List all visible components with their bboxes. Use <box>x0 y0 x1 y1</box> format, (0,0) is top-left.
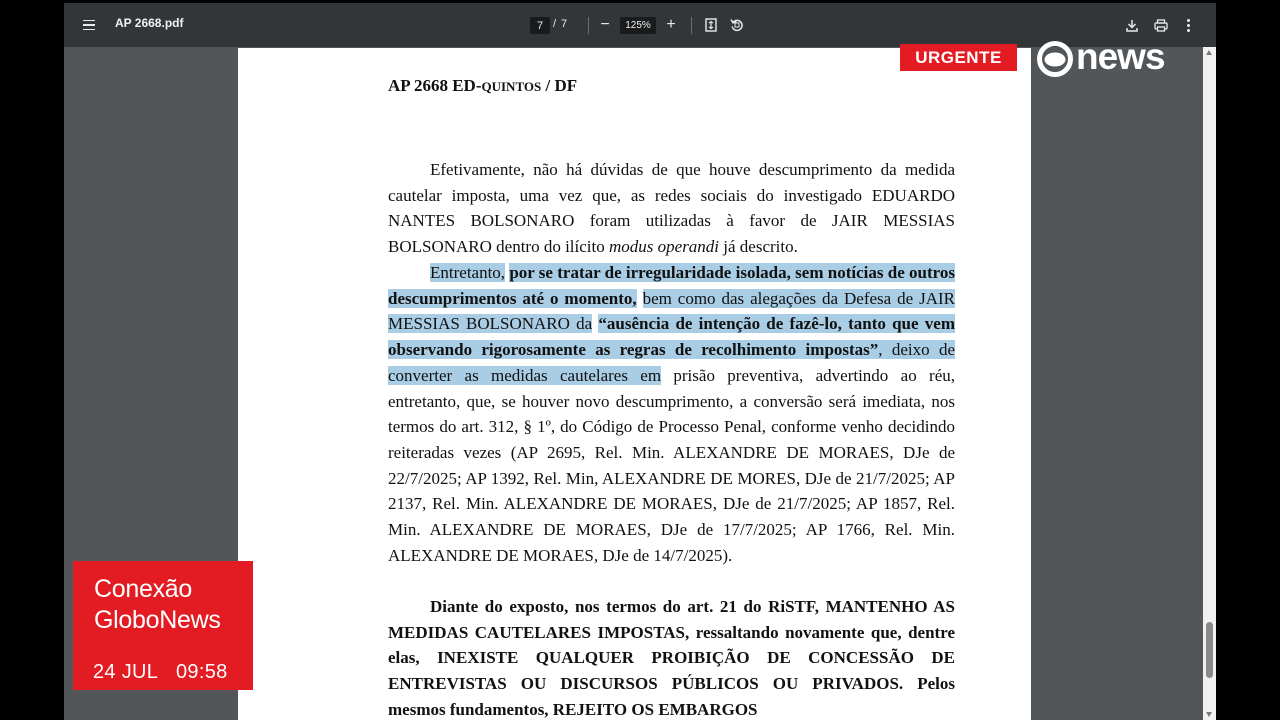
menu-icon[interactable] <box>78 15 100 35</box>
p3-text: Diante do exposto, nos termos do art. 21 do RiSTF, MANTENHO AS MEDIDAS CAUTELARES IMPOSTAS, ressaltando novamente que, dentre elas, INEXISTE QUALQUER PROIBIÇÃO DE CONCESSÃO DE ENTREVISTAS OU DISCURSOS PÚBLICOS OU PRIVADOS. Pelos mesmos fundamentos, REJEITO OS EMBARGOS <box>388 597 955 719</box>
p2-space <box>637 289 643 308</box>
paragraph-1 <box>388 157 955 260</box>
header-prefix: AP 2668 ED- <box>388 76 482 95</box>
toolbar-divider <box>588 17 589 34</box>
print-icon[interactable] <box>1152 16 1170 34</box>
rotate-icon[interactable] <box>728 16 746 34</box>
broadcast-time: 09:58 <box>176 661 228 683</box>
zoom-in-button[interactable]: + <box>666 16 676 33</box>
p2-text: prisão preventiva, advertindo ao réu, entretanto, que, se houver novo descumprimento, a conversão será imediata, nos termos do art. 312, § 1º, do Código de Processo Penal, conforme venho decidindo reiteradas vezes (AP 2695, Rel. Min. ALEXANDRE DE MORAES, DJe de 22/7/2025; AP 1392, Rel. Min, ALEXANDRE DE MORES, DJe de 21/7/2025; AP 2137, Rel. Min. ALEXANDRE DE MORAES, DJe de 21/7/2025; AP 1857, Rel. Min. ALEXANDRE DE MORAES, DJe de 17/7/2025; AP 1766, Rel. Min. ALEXANDRE DE MORAES, DJe de 14/7/2025). <box>388 365 955 565</box>
p1-text-end: já descrito. <box>719 237 798 257</box>
broadcast-date: 24 JUL <box>93 661 159 683</box>
document-header <box>388 76 955 96</box>
pdf-page <box>238 48 1031 720</box>
p1-italic: modus operandi <box>609 237 720 257</box>
header-suffix: / DF <box>541 76 578 95</box>
program-title <box>94 574 221 636</box>
highlighted-text: Entretanto, <box>430 263 506 282</box>
more-options-icon[interactable] <box>1181 16 1195 34</box>
program-tag <box>73 561 253 690</box>
highlighted-bold-text: por se tratar de irregularidade isolada, sem notícias de outros descumprimentos até o momento, <box>388 263 955 308</box>
highlighted-text: bem como das alegações da Defesa de JAIR MESSIAS BOLSONARO da <box>388 288 956 334</box>
scroll-up-arrow-icon[interactable] <box>1206 50 1212 55</box>
zoom-out-button[interactable]: − <box>600 16 610 33</box>
highlighted-text: , deixo de converter as medidas cautelares em <box>388 340 955 385</box>
highlighted-bold-quote: “ausência de intenção de fazê-lo, tanto que vem observando rigorosamente as regras de recolhimento impostas” <box>388 314 955 360</box>
program-title-line1: Conexão <box>94 575 192 603</box>
page-total: 7 <box>561 18 568 30</box>
urgente-badge: URGENTE <box>900 44 1017 71</box>
paragraph-2 <box>388 260 955 568</box>
page-number-input[interactable]: 7 <box>530 17 550 34</box>
paragraph-3 <box>388 594 955 720</box>
toolbar-divider <box>691 17 692 34</box>
globo-sphere-icon <box>1036 40 1074 78</box>
scroll-thumb[interactable] <box>1206 622 1213 678</box>
p1-text: Efetivamente, não há dúvidas de que houve descumprimento da medida cautelar imposta, uma vez que, as redes sociais do investigado EDUARDO NANTES BOLSONARO foram utilizadas à favor de JAIR MESSIAS BOLSONARO dentro do ilícito <box>388 160 955 257</box>
download-icon[interactable] <box>1124 16 1140 34</box>
scroll-down-arrow-icon[interactable] <box>1206 712 1212 717</box>
page-separator: / <box>553 18 557 30</box>
header-smallcaps: QUINTOS <box>481 79 542 94</box>
program-title-line2: GloboNews <box>94 606 221 634</box>
zoom-level-input[interactable]: 125% <box>620 17 656 34</box>
logo-text: news <box>1076 36 1165 77</box>
file-title: AP 2668.pdf <box>115 16 184 30</box>
vertical-scrollbar[interactable] <box>1203 47 1216 720</box>
fit-page-icon[interactable] <box>703 16 719 34</box>
globonews-logo <box>1036 38 1198 80</box>
